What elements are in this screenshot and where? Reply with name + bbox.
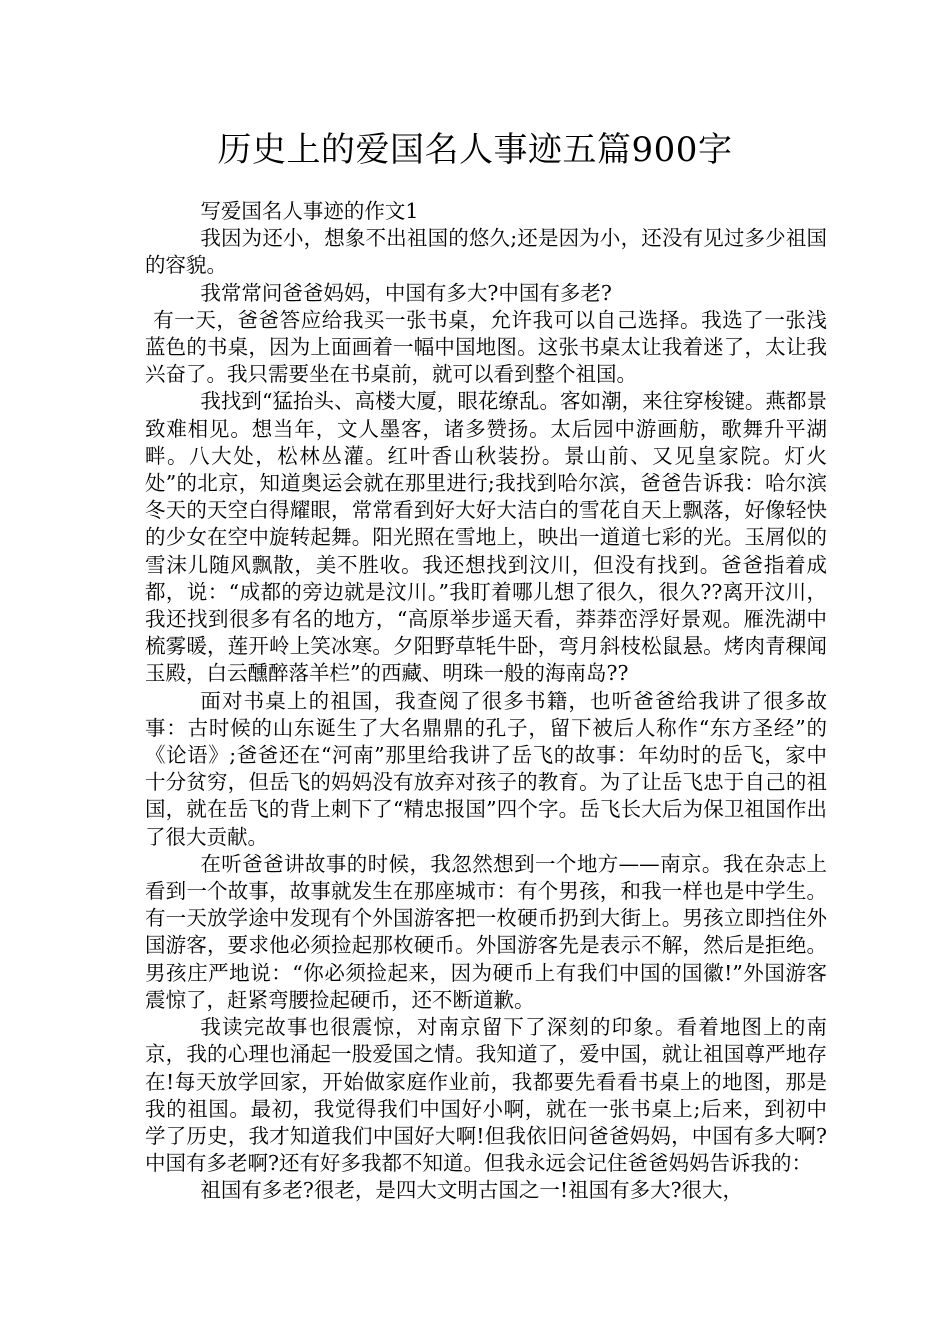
article-body [145, 198, 827, 1205]
page-title: 历史上的爱国名人事迹五篇900字 [217, 130, 733, 170]
paragraph-6: 面对书桌上的祖国，我查阅了很多书籍，也听爸爸给我讲了很多故事：古时候的山东诞生了大名鼎鼎的孔子，留下被后人称作“东方圣经”的《论语》;爸爸还在“河南”那里给我讲了岳飞的故事：年幼时的岳飞，家中十分贫穷，但岳飞的妈妈没有放弃对孩子的教育。为了让岳飞忠于自己的祖国，就在岳飞的背上刺下了“精忠报国”四个字。岳飞长大后为保卫祖国作出了很大贡献。 [145, 688, 827, 849]
paragraph-4: 有一天，爸爸答应给我买一张书桌，允许我可以自己选择。我选了一张浅蓝色的书桌，因为上面画着一幅中国地图。这张书桌太让我着迷了，太让我兴奋了。我只需要坐在书桌前，就可以看到整个祖国。 [145, 307, 827, 387]
paragraph-9: 祖国有多老?很老，是四大文明古国之一!祖国有多大?很大， [200, 1178, 744, 1203]
paragraph-7: 在听爸爸讲故事的时候，我忽然想到一个地方——南京。我在杂志上看到一个故事，故事就发生在那座城市：有个男孩，和我一样也是中学生。有一天放学途中发现有个外国游客把一枚硬币扔到大街上。男孩立即挡住外国游客，要求他必须捡起那枚硬币。外国游客先是表示不解，然后是拒绝。男孩庄严地说：“你必须捡起来，因为硬币上有我们中国的国徽!”外国游客震惊了，赶紧弯腰捡起硬币，还不断道歉。 [145, 851, 827, 1012]
paragraph-5: 我找到“猛抬头、高楼大厦，眼花缭乱。客如潮，来往穿梭键。燕都景致难相见。想当年，文人墨客，诸多赞扬。太后园中游画舫，歌舞升平湖畔。八大处，松林丛灌。红叶香山秋装扮。景山前、又见皇家院。灯火处”的北京，知道奥运会就在那里进行;我找到哈尔滨，爸爸告诉我：哈尔滨冬天的天空白得耀眼，常常看到好大好大洁白的雪花自天上飘落，好像轻快的少女在空中旋转起舞。阳光照在雪地上，映出一道道七彩的光。玉屑似的雪沫儿随风飘散，美不胜收。我还想找到汶川，但没有找到。爸爸指着成都，说：“成都的旁边就是汶川。”我盯着哪儿想了很久，很久??离开汶川，我还找到很多有名的地方，“高原举步遥天看，莽莽峦浮好景观。雁洗湖中梳雾暖，莲开岭上笑冰寒。夕阳野草牦牛卧，弯月斜枝松鼠悬。烤肉青稞闻玉殿，白云醺醉落羊栏”的西藏、明珠一般的海南岛?? [145, 389, 827, 686]
paragraph-3: 我常常问爸爸妈妈，中国有多大?中国有多老? [200, 280, 612, 305]
paragraph-1: 写爱国名人事迹的作文1 [200, 199, 419, 223]
paragraph-2: 我因为还小，想象不出祖国的悠久;还是因为小，还没有见过多少祖国的容貌。 [145, 226, 827, 278]
paragraph-8: 我读完故事也很震惊，对南京留下了深刻的印象。看着地图上的南京，我的心理也涌起一股爱国之情。我知道了，爱中国，就让祖国尊严地存在!每天放学回家，开始做家庭作业前，我都要先看看书桌上的地图，那是我的祖国。最初，我觉得我们中国好小啊，就在一张书桌上;后来，到初中学了历史，我才知道我们中国好大啊!但我依旧问爸爸妈妈，中国有多大啊?中国有多老啊?还有好多我都不知道。但我永远会记住爸爸妈妈告诉我的： [145, 1015, 827, 1176]
